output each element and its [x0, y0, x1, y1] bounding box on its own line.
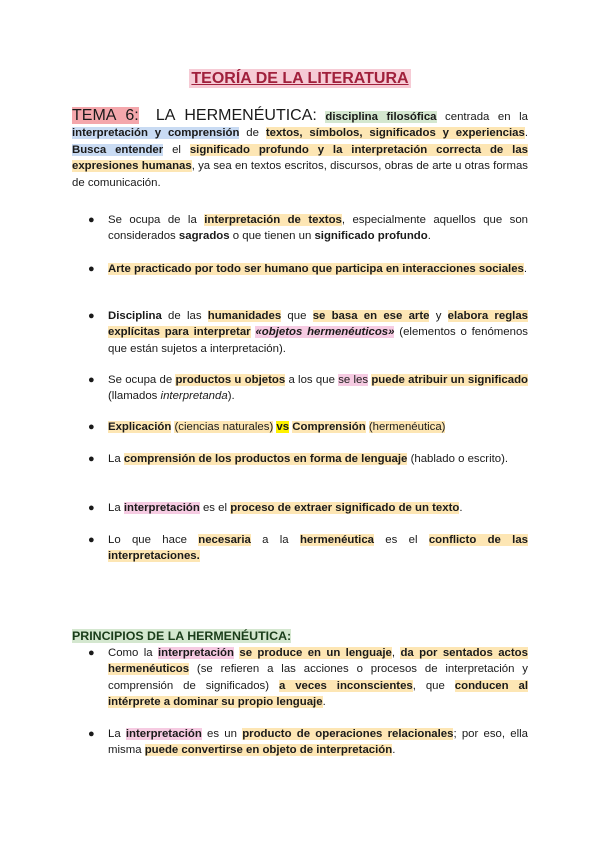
intro-text: centrada en la — [436, 111, 529, 123]
section-heading — [72, 629, 291, 643]
intro-term: Busca entender — [72, 143, 164, 156]
intro-term: disciplina filosófica — [325, 111, 437, 123]
tema-number: TEMA 6: — [72, 107, 139, 124]
tema-name: LA HERMENÉUTICA: — [155, 107, 317, 124]
bullet-dot: ● — [88, 214, 95, 226]
bullet-dot: ● — [88, 502, 95, 514]
bullet-dot: ● — [88, 310, 95, 322]
intro-text: , ya sea en textos escritos, discursos, obras de arte u otras formas de comunicación. — [72, 160, 528, 189]
list-item-text: Explicación (ciencias naturales) vs Comprensión (hermenéutica) — [108, 421, 446, 433]
list-item-text: Arte practicado por todo ser humano que participa en interacciones sociales. — [108, 263, 528, 275]
bullet-dot: ● — [88, 453, 95, 465]
intro-term: significado profundo y la interpretación correcta de las expresiones humanas — [72, 143, 528, 173]
bullet-dot: ● — [88, 647, 95, 659]
list-item-text: Disciplina de las humanidades que se basa en ese arte y elabora reglas explícitas para interpretar «objetos hermenéuticos» (elementos o fenómenos que están sujetos a interpretación). — [108, 310, 528, 355]
bullet-dot: ● — [88, 263, 95, 275]
bullet-dot: ● — [88, 534, 95, 546]
list-item-text: La interpretación es el proceso de extraer significado de un texto. — [108, 502, 463, 514]
list-item-text: Como la interpretación se produce en un lenguaje, da por sentados actos hermenéuticos (se refieren a las acciones o procesos de interpretación y comprensión de significados) a veces inconscientes, que conducen al intérprete a dominar su propio lenguaje. — [108, 647, 528, 709]
title-text: TEORÍA DE LA LITERATURA — [191, 70, 409, 87]
bullet-dot: ● — [88, 374, 95, 386]
bullet-dot: ● — [88, 728, 95, 740]
list-item-text: Se ocupa de la interpretación de textos, especialmente aquellos que son considerados sagrados o que tienen un significado profundo. — [108, 214, 528, 243]
list-item-text: La comprensión de los productos en forma de lenguaje (hablado o escrito). — [108, 453, 509, 465]
section-heading-text: PRINCIPIOS DE LA HERMENÉUTICA: — [72, 629, 292, 643]
intro-text: . — [524, 127, 529, 140]
intro-term: interpretación y comprensión — [72, 127, 240, 140]
intro-paragraph — [72, 108, 528, 191]
list-item-text: La interpretación es un producto de operaciones relacionales; por eso, ella misma puede convertirse en objeto de interpretación. — [108, 728, 528, 757]
list-item-text: Lo que hace necesaria a la hermenéutica es el conflicto de las interpretaciones. — [108, 534, 528, 563]
document-title — [0, 70, 600, 88]
bullet-dot: ● — [88, 421, 95, 433]
list-item-text: Se ocupa de productos u objetos a los que se les puede atribuir un significado (llamados interpretanda). — [108, 374, 528, 403]
intro-text: el — [163, 143, 190, 156]
intro-text: de — [239, 127, 266, 140]
intro-term: textos, símbolos, significados y experiencias — [265, 127, 525, 140]
